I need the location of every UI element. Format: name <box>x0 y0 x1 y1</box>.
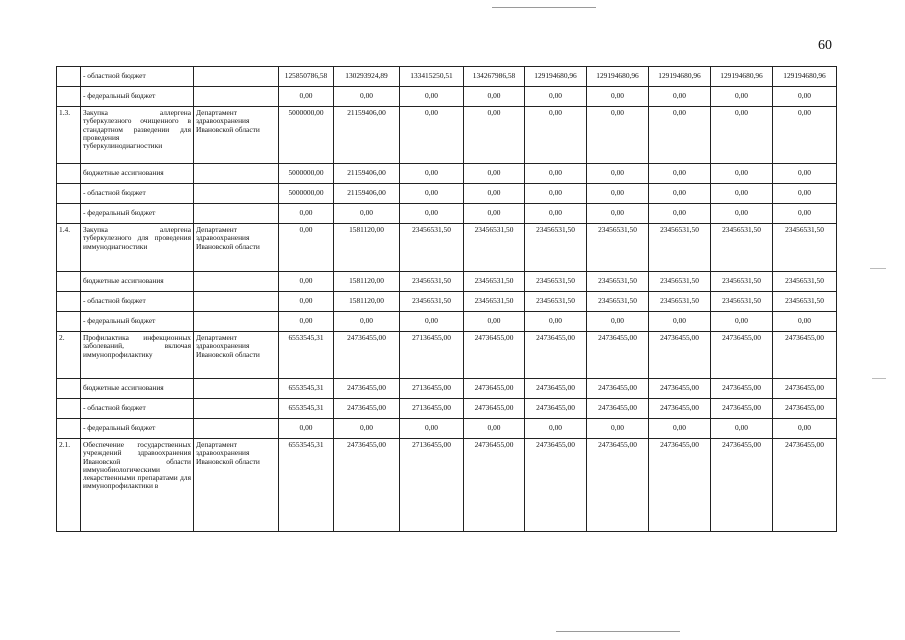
row-value-cell: 23456531,50 <box>711 272 773 292</box>
row-value-cell: 23456531,50 <box>525 272 587 292</box>
row-value-cell: 27136455,00 <box>400 332 464 379</box>
row-value-cell: 129194680,96 <box>711 67 773 87</box>
row-value-cell: 0,00 <box>464 164 525 184</box>
row-value-cell: 0,00 <box>334 87 400 107</box>
row-value-cell: 0,00 <box>334 312 400 332</box>
row-value-cell: 130293924,89 <box>334 67 400 87</box>
row-value-cell: 0,00 <box>400 107 464 164</box>
row-value-cell: 5000000,00 <box>279 184 334 204</box>
row-value-cell: 0,00 <box>587 312 649 332</box>
row-description-cell: Обеспечение государственных учреждений здравоохранения Ивановской области иммунобиологическими лекарственными препаратами для иммунопрофилактики в <box>81 439 194 532</box>
row-index-cell <box>57 419 81 439</box>
row-department-cell <box>194 204 279 224</box>
row-value-cell: 24736455,00 <box>711 399 773 419</box>
row-value-cell: 5000000,00 <box>279 107 334 164</box>
row-value-cell: 27136455,00 <box>400 399 464 419</box>
table-row <box>57 204 837 224</box>
row-index-cell <box>57 379 81 399</box>
row-description-cell: - областной бюджет <box>81 399 194 419</box>
row-index-cell: 1.4. <box>57 224 81 272</box>
row-value-cell: 0,00 <box>279 272 334 292</box>
row-value-cell: 0,00 <box>649 312 711 332</box>
row-index-cell <box>57 312 81 332</box>
row-value-cell: 21159406,00 <box>334 184 400 204</box>
row-value-cell: 0,00 <box>464 419 525 439</box>
row-description-cell: Профилактика инфекционных заболеваний, включая иммунопрофилактику <box>81 332 194 379</box>
row-value-cell: 24736455,00 <box>711 439 773 532</box>
table-row <box>57 107 837 164</box>
row-value-cell: 0,00 <box>711 312 773 332</box>
row-value-cell: 0,00 <box>649 107 711 164</box>
table-row <box>57 87 837 107</box>
row-value-cell: 0,00 <box>334 419 400 439</box>
row-department-cell <box>194 272 279 292</box>
row-value-cell: 129194680,96 <box>587 67 649 87</box>
row-value-cell: 0,00 <box>711 87 773 107</box>
row-description-cell: - областной бюджет <box>81 184 194 204</box>
row-value-cell: 0,00 <box>279 204 334 224</box>
row-department-cell <box>194 379 279 399</box>
row-value-cell: 23456531,50 <box>649 272 711 292</box>
row-value-cell: 27136455,00 <box>400 439 464 532</box>
row-value-cell: 0,00 <box>587 107 649 164</box>
row-value-cell: 24736455,00 <box>334 332 400 379</box>
row-value-cell: 129194680,96 <box>773 67 837 87</box>
row-value-cell: 0,00 <box>649 419 711 439</box>
row-value-cell: 24736455,00 <box>649 439 711 532</box>
row-value-cell: 24736455,00 <box>334 439 400 532</box>
row-value-cell: 24736455,00 <box>711 332 773 379</box>
budget-table <box>56 66 837 532</box>
row-value-cell: 0,00 <box>464 107 525 164</box>
row-value-cell: 24736455,00 <box>649 332 711 379</box>
row-value-cell: 23456531,50 <box>464 292 525 312</box>
row-value-cell: 23456531,50 <box>464 224 525 272</box>
row-value-cell: 24736455,00 <box>773 399 837 419</box>
row-value-cell: 24736455,00 <box>525 399 587 419</box>
row-index-cell <box>57 67 81 87</box>
row-value-cell: 0,00 <box>773 204 837 224</box>
row-department-cell <box>194 87 279 107</box>
row-value-cell: 24736455,00 <box>649 379 711 399</box>
row-description-cell: - федеральный бюджет <box>81 87 194 107</box>
row-description-cell: - федеральный бюджет <box>81 419 194 439</box>
row-description-cell: Закупка аллергена туберкулезного очищенного в стандартном разведении для проведения туберкулинодиагностики <box>81 107 194 164</box>
row-value-cell: 6553545,31 <box>279 399 334 419</box>
row-index-cell <box>57 204 81 224</box>
row-value-cell: 0,00 <box>773 87 837 107</box>
row-value-cell: 23456531,50 <box>400 272 464 292</box>
row-value-cell: 23456531,50 <box>464 272 525 292</box>
row-value-cell: 0,00 <box>400 419 464 439</box>
row-value-cell: 24736455,00 <box>587 332 649 379</box>
row-value-cell: 0,00 <box>711 164 773 184</box>
table-row <box>57 332 837 379</box>
row-description-cell: бюджетные ассигнования <box>81 164 194 184</box>
row-value-cell: 23456531,50 <box>711 292 773 312</box>
row-value-cell: 0,00 <box>400 204 464 224</box>
row-value-cell: 24736455,00 <box>587 399 649 419</box>
table-row <box>57 292 837 312</box>
row-value-cell: 24736455,00 <box>464 332 525 379</box>
row-value-cell: 0,00 <box>279 224 334 272</box>
row-value-cell: 0,00 <box>525 419 587 439</box>
row-index-cell <box>57 272 81 292</box>
row-value-cell: 129194680,96 <box>649 67 711 87</box>
row-value-cell: 0,00 <box>711 419 773 439</box>
row-description-cell: Закупка аллергена туберкулезного для проведения иммунодиагностики <box>81 224 194 272</box>
table-row <box>57 164 837 184</box>
row-value-cell: 5000000,00 <box>279 164 334 184</box>
row-value-cell: 0,00 <box>649 164 711 184</box>
row-value-cell: 0,00 <box>649 87 711 107</box>
row-value-cell: 24736455,00 <box>649 399 711 419</box>
row-value-cell: 0,00 <box>525 184 587 204</box>
row-value-cell: 0,00 <box>464 184 525 204</box>
row-value-cell: 24736455,00 <box>773 332 837 379</box>
row-value-cell: 0,00 <box>464 204 525 224</box>
table-row <box>57 184 837 204</box>
table-row <box>57 439 837 532</box>
row-department-cell: Департамент здравоохранения Ивановской области <box>194 107 279 164</box>
row-value-cell: 23456531,50 <box>711 224 773 272</box>
row-value-cell: 23456531,50 <box>400 292 464 312</box>
row-value-cell: 1581120,00 <box>334 292 400 312</box>
row-value-cell: 134267986,58 <box>464 67 525 87</box>
row-index-cell: 2.1. <box>57 439 81 532</box>
page-number: 60 <box>818 38 832 53</box>
row-value-cell: 0,00 <box>773 419 837 439</box>
row-value-cell: 0,00 <box>649 204 711 224</box>
table-row <box>57 272 837 292</box>
row-value-cell: 0,00 <box>649 184 711 204</box>
row-value-cell: 0,00 <box>334 204 400 224</box>
row-value-cell: 0,00 <box>525 164 587 184</box>
row-value-cell: 24736455,00 <box>334 379 400 399</box>
row-value-cell: 133415250,51 <box>400 67 464 87</box>
row-value-cell: 0,00 <box>279 292 334 312</box>
row-value-cell: 23456531,50 <box>587 292 649 312</box>
row-value-cell: 0,00 <box>400 184 464 204</box>
row-value-cell: 23456531,50 <box>400 224 464 272</box>
row-value-cell: 125850786,58 <box>279 67 334 87</box>
row-value-cell: 24736455,00 <box>773 439 837 532</box>
row-value-cell: 24736455,00 <box>464 399 525 419</box>
row-value-cell: 24736455,00 <box>525 439 587 532</box>
row-value-cell: 24736455,00 <box>334 399 400 419</box>
row-value-cell: 0,00 <box>711 184 773 204</box>
row-value-cell: 6553545,31 <box>279 332 334 379</box>
row-description-cell: бюджетные ассигнования <box>81 272 194 292</box>
row-value-cell: 6553545,31 <box>279 379 334 399</box>
row-value-cell: 1581120,00 <box>334 272 400 292</box>
row-value-cell: 23456531,50 <box>525 292 587 312</box>
row-description-cell: бюджетные ассигнования <box>81 379 194 399</box>
row-value-cell: 24736455,00 <box>525 379 587 399</box>
scan-line-bottom <box>556 631 680 632</box>
table-row <box>57 379 837 399</box>
scan-mark <box>872 378 886 379</box>
scan-mark <box>870 268 886 269</box>
row-department-cell: Департамент здравоохранения Ивановской области <box>194 224 279 272</box>
row-value-cell: 24736455,00 <box>587 379 649 399</box>
row-value-cell: 24736455,00 <box>773 379 837 399</box>
row-value-cell: 0,00 <box>773 184 837 204</box>
row-index-cell <box>57 399 81 419</box>
row-value-cell: 6553545,31 <box>279 439 334 532</box>
row-value-cell: 23456531,50 <box>649 224 711 272</box>
row-value-cell: 23456531,50 <box>525 224 587 272</box>
row-value-cell: 0,00 <box>587 184 649 204</box>
row-value-cell: 23456531,50 <box>773 224 837 272</box>
row-value-cell: 0,00 <box>773 107 837 164</box>
row-value-cell: 0,00 <box>279 87 334 107</box>
row-description-cell: - федеральный бюджет <box>81 312 194 332</box>
row-value-cell: 0,00 <box>464 312 525 332</box>
table-body <box>57 67 837 532</box>
row-value-cell: 0,00 <box>400 164 464 184</box>
row-value-cell: 0,00 <box>587 204 649 224</box>
row-department-cell <box>194 419 279 439</box>
row-value-cell: 0,00 <box>711 204 773 224</box>
row-value-cell: 24736455,00 <box>464 439 525 532</box>
row-index-cell: 2. <box>57 332 81 379</box>
row-value-cell: 0,00 <box>587 419 649 439</box>
row-description-cell: - федеральный бюджет <box>81 204 194 224</box>
row-value-cell: 0,00 <box>773 312 837 332</box>
row-value-cell: 0,00 <box>525 312 587 332</box>
row-index-cell <box>57 292 81 312</box>
row-value-cell: 21159406,00 <box>334 107 400 164</box>
row-value-cell: 23456531,50 <box>773 272 837 292</box>
row-value-cell: 0,00 <box>711 107 773 164</box>
row-value-cell: 24736455,00 <box>464 379 525 399</box>
row-value-cell: 23456531,50 <box>773 292 837 312</box>
row-value-cell: 129194680,96 <box>525 67 587 87</box>
row-value-cell: 1581120,00 <box>334 224 400 272</box>
row-value-cell: 24736455,00 <box>587 439 649 532</box>
row-value-cell: 21159406,00 <box>334 164 400 184</box>
row-department-cell <box>194 399 279 419</box>
row-value-cell: 24736455,00 <box>711 379 773 399</box>
row-value-cell: 23456531,50 <box>649 292 711 312</box>
row-value-cell: 0,00 <box>464 87 525 107</box>
row-index-cell <box>57 87 81 107</box>
table-row <box>57 67 837 87</box>
row-department-cell <box>194 164 279 184</box>
row-department-cell <box>194 312 279 332</box>
table-row <box>57 312 837 332</box>
row-value-cell: 23456531,50 <box>587 272 649 292</box>
table-row <box>57 399 837 419</box>
row-value-cell: 0,00 <box>400 87 464 107</box>
row-index-cell <box>57 164 81 184</box>
row-value-cell: 0,00 <box>587 164 649 184</box>
row-value-cell: 0,00 <box>773 164 837 184</box>
row-department-cell <box>194 292 279 312</box>
row-value-cell: 0,00 <box>279 312 334 332</box>
row-description-cell: - областной бюджет <box>81 67 194 87</box>
row-index-cell: 1.3. <box>57 107 81 164</box>
scan-line-top <box>492 7 596 8</box>
row-department-cell: Департамент здравоохранения Ивановской области <box>194 332 279 379</box>
row-index-cell <box>57 184 81 204</box>
row-department-cell: Департамент здравоохранения Ивановской области <box>194 439 279 532</box>
row-value-cell: 0,00 <box>525 204 587 224</box>
row-department-cell <box>194 67 279 87</box>
row-description-cell: - областной бюджет <box>81 292 194 312</box>
row-value-cell: 0,00 <box>525 107 587 164</box>
row-value-cell: 0,00 <box>525 87 587 107</box>
table-row <box>57 419 837 439</box>
row-value-cell: 0,00 <box>587 87 649 107</box>
row-value-cell: 0,00 <box>400 312 464 332</box>
row-value-cell: 24736455,00 <box>525 332 587 379</box>
row-value-cell: 27136455,00 <box>400 379 464 399</box>
row-value-cell: 23456531,50 <box>587 224 649 272</box>
row-department-cell <box>194 184 279 204</box>
row-value-cell: 0,00 <box>279 419 334 439</box>
table-row <box>57 224 837 272</box>
